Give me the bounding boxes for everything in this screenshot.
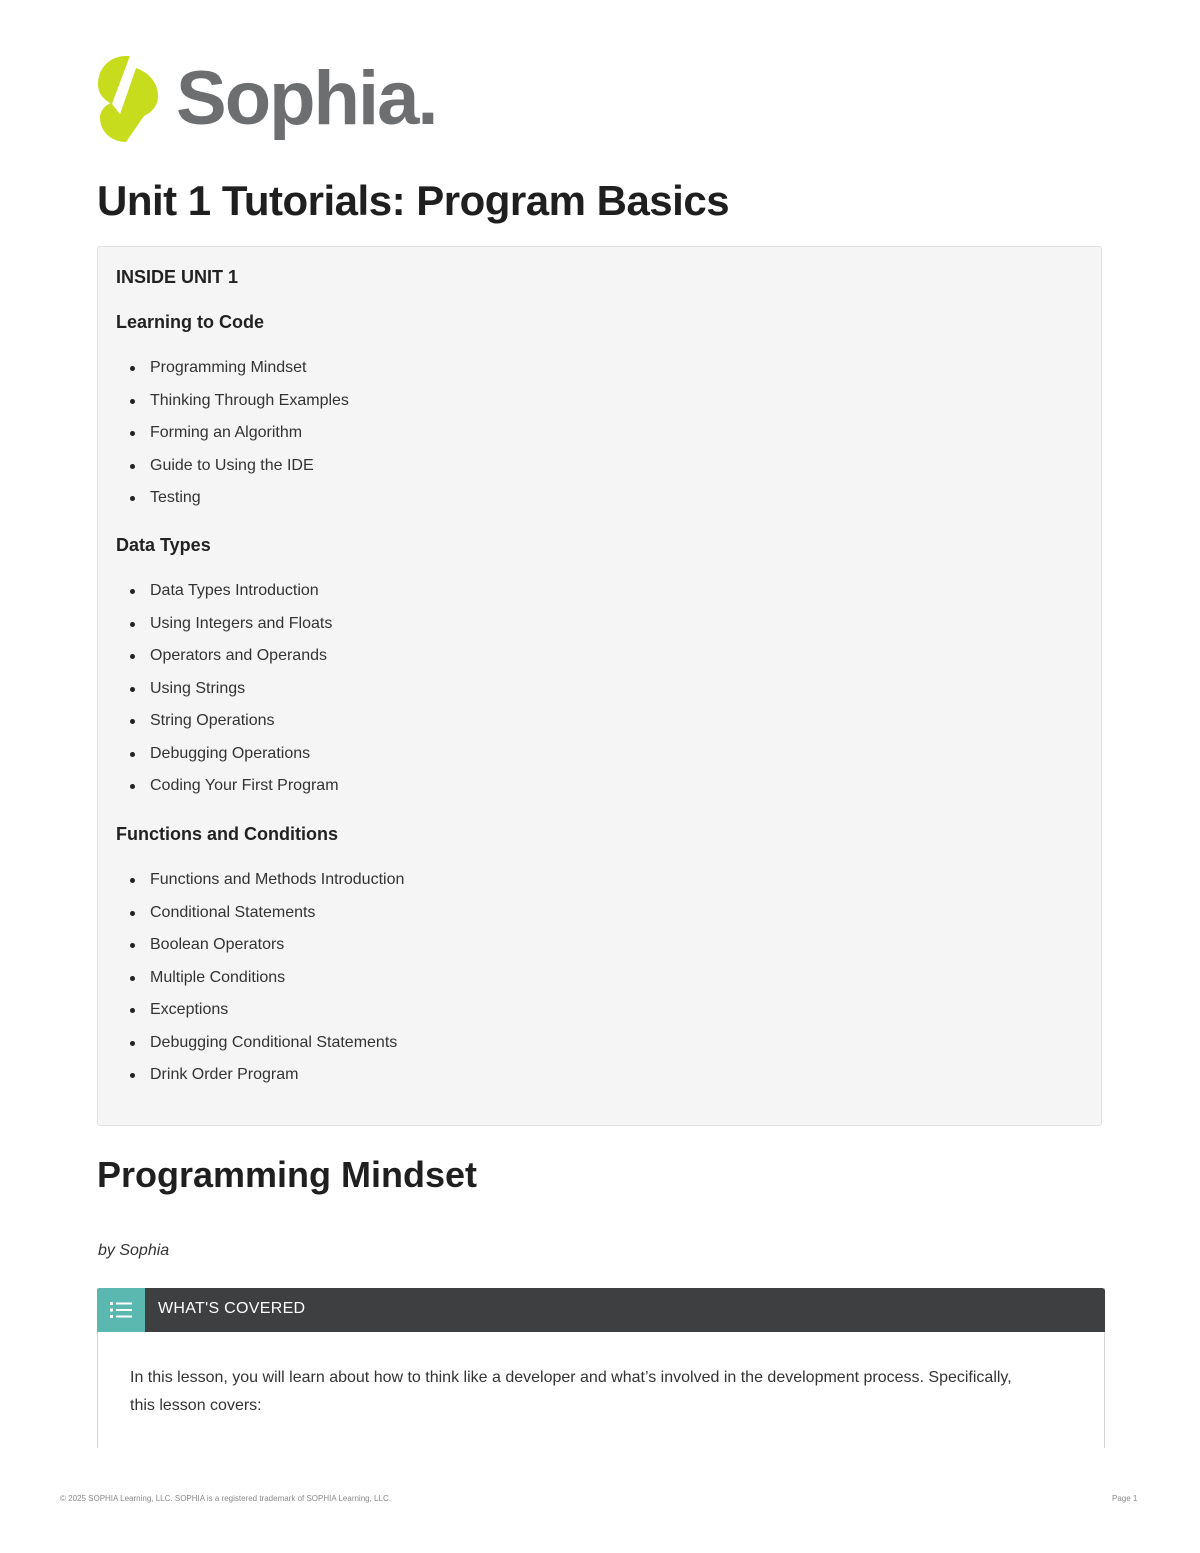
topic-item[interactable]: Drink Order Program — [116, 1065, 404, 1098]
footer-page-number: Page 1 — [1112, 1494, 1138, 1503]
bullet-icon — [130, 1041, 135, 1046]
topic-item[interactable]: Boolean Operators — [116, 935, 404, 968]
bullet-icon — [130, 976, 135, 981]
topic-item[interactable]: Operators and Operands — [116, 646, 339, 679]
sophia-logo-icon — [96, 54, 160, 144]
section-title-functions-and-conditions: Functions and Conditions — [116, 824, 338, 844]
bullet-icon — [130, 496, 135, 501]
sophia-logo — [96, 54, 456, 144]
topic-list-data-types — [116, 581, 339, 809]
whats-covered-panel — [97, 1288, 1105, 1448]
bullet-icon — [130, 1008, 135, 1013]
list-icon — [97, 1288, 145, 1332]
bullet-icon — [130, 431, 135, 436]
topic-item[interactable]: Coding Your First Program — [116, 776, 339, 809]
bullet-icon — [130, 878, 135, 883]
topic-item[interactable]: Testing — [116, 488, 349, 521]
topic-item[interactable]: Debugging Operations — [116, 744, 339, 777]
inside-unit-label: INSIDE UNIT 1 — [116, 267, 239, 287]
whats-covered-header — [97, 1288, 1105, 1332]
section-title-data-types: Data Types — [116, 535, 211, 555]
topic-item[interactable]: Exceptions — [116, 1000, 404, 1033]
topic-item[interactable]: Forming an Algorithm — [116, 423, 349, 456]
bullet-icon — [130, 622, 135, 627]
topic-item[interactable]: Programming Mindset — [116, 358, 349, 391]
logo-wordmark: Sophia. — [176, 56, 437, 141]
section-title-learning-to-code: Learning to Code — [116, 312, 264, 332]
whats-covered-label: WHAT'S COVERED — [158, 1300, 306, 1317]
bullet-icon — [130, 366, 135, 371]
inside-unit-panel — [97, 246, 1102, 1126]
topic-item[interactable]: Using Integers and Floats — [116, 614, 339, 647]
topic-item[interactable]: Debugging Conditional Statements — [116, 1033, 404, 1066]
lesson-byline: by Sophia — [98, 1242, 170, 1259]
footer-copyright: © 2025 SOPHIA Learning, LLC. SOPHIA is a registered trademark of SOPHIA Learning, LLC. — [60, 1494, 391, 1503]
bullet-icon — [130, 911, 135, 916]
topic-item[interactable]: Data Types Introduction — [116, 581, 339, 614]
bullet-icon — [130, 752, 135, 757]
lesson-title: Programming Mindset — [97, 1154, 478, 1195]
unit-title: Unit 1 Tutorials: Program Basics — [97, 177, 730, 224]
bullet-icon — [130, 464, 135, 469]
bullet-icon — [130, 589, 135, 594]
topic-item[interactable]: Conditional Statements — [116, 903, 404, 936]
topic-item[interactable]: Using Strings — [116, 679, 339, 712]
topic-item[interactable]: Functions and Methods Introduction — [116, 870, 404, 903]
whats-covered-text: In this lesson, you will learn about how to think like a developer and what’s involved in the development process. Specifically, this lesson covers: — [130, 1369, 1012, 1414]
topic-item[interactable]: Thinking Through Examples — [116, 391, 349, 424]
bullet-icon — [130, 784, 135, 789]
bullet-icon — [130, 399, 135, 404]
bullet-icon — [130, 654, 135, 659]
bullet-icon — [130, 1073, 135, 1078]
topic-item[interactable]: Multiple Conditions — [116, 968, 404, 1001]
bullet-icon — [130, 719, 135, 724]
topic-list-learning-to-code — [116, 358, 349, 521]
bullet-icon — [130, 943, 135, 948]
topic-item[interactable]: String Operations — [116, 711, 339, 744]
topic-item[interactable]: Guide to Using the IDE — [116, 456, 349, 489]
topic-list-functions-and-conditions — [116, 870, 404, 1098]
bullet-icon — [130, 687, 135, 692]
